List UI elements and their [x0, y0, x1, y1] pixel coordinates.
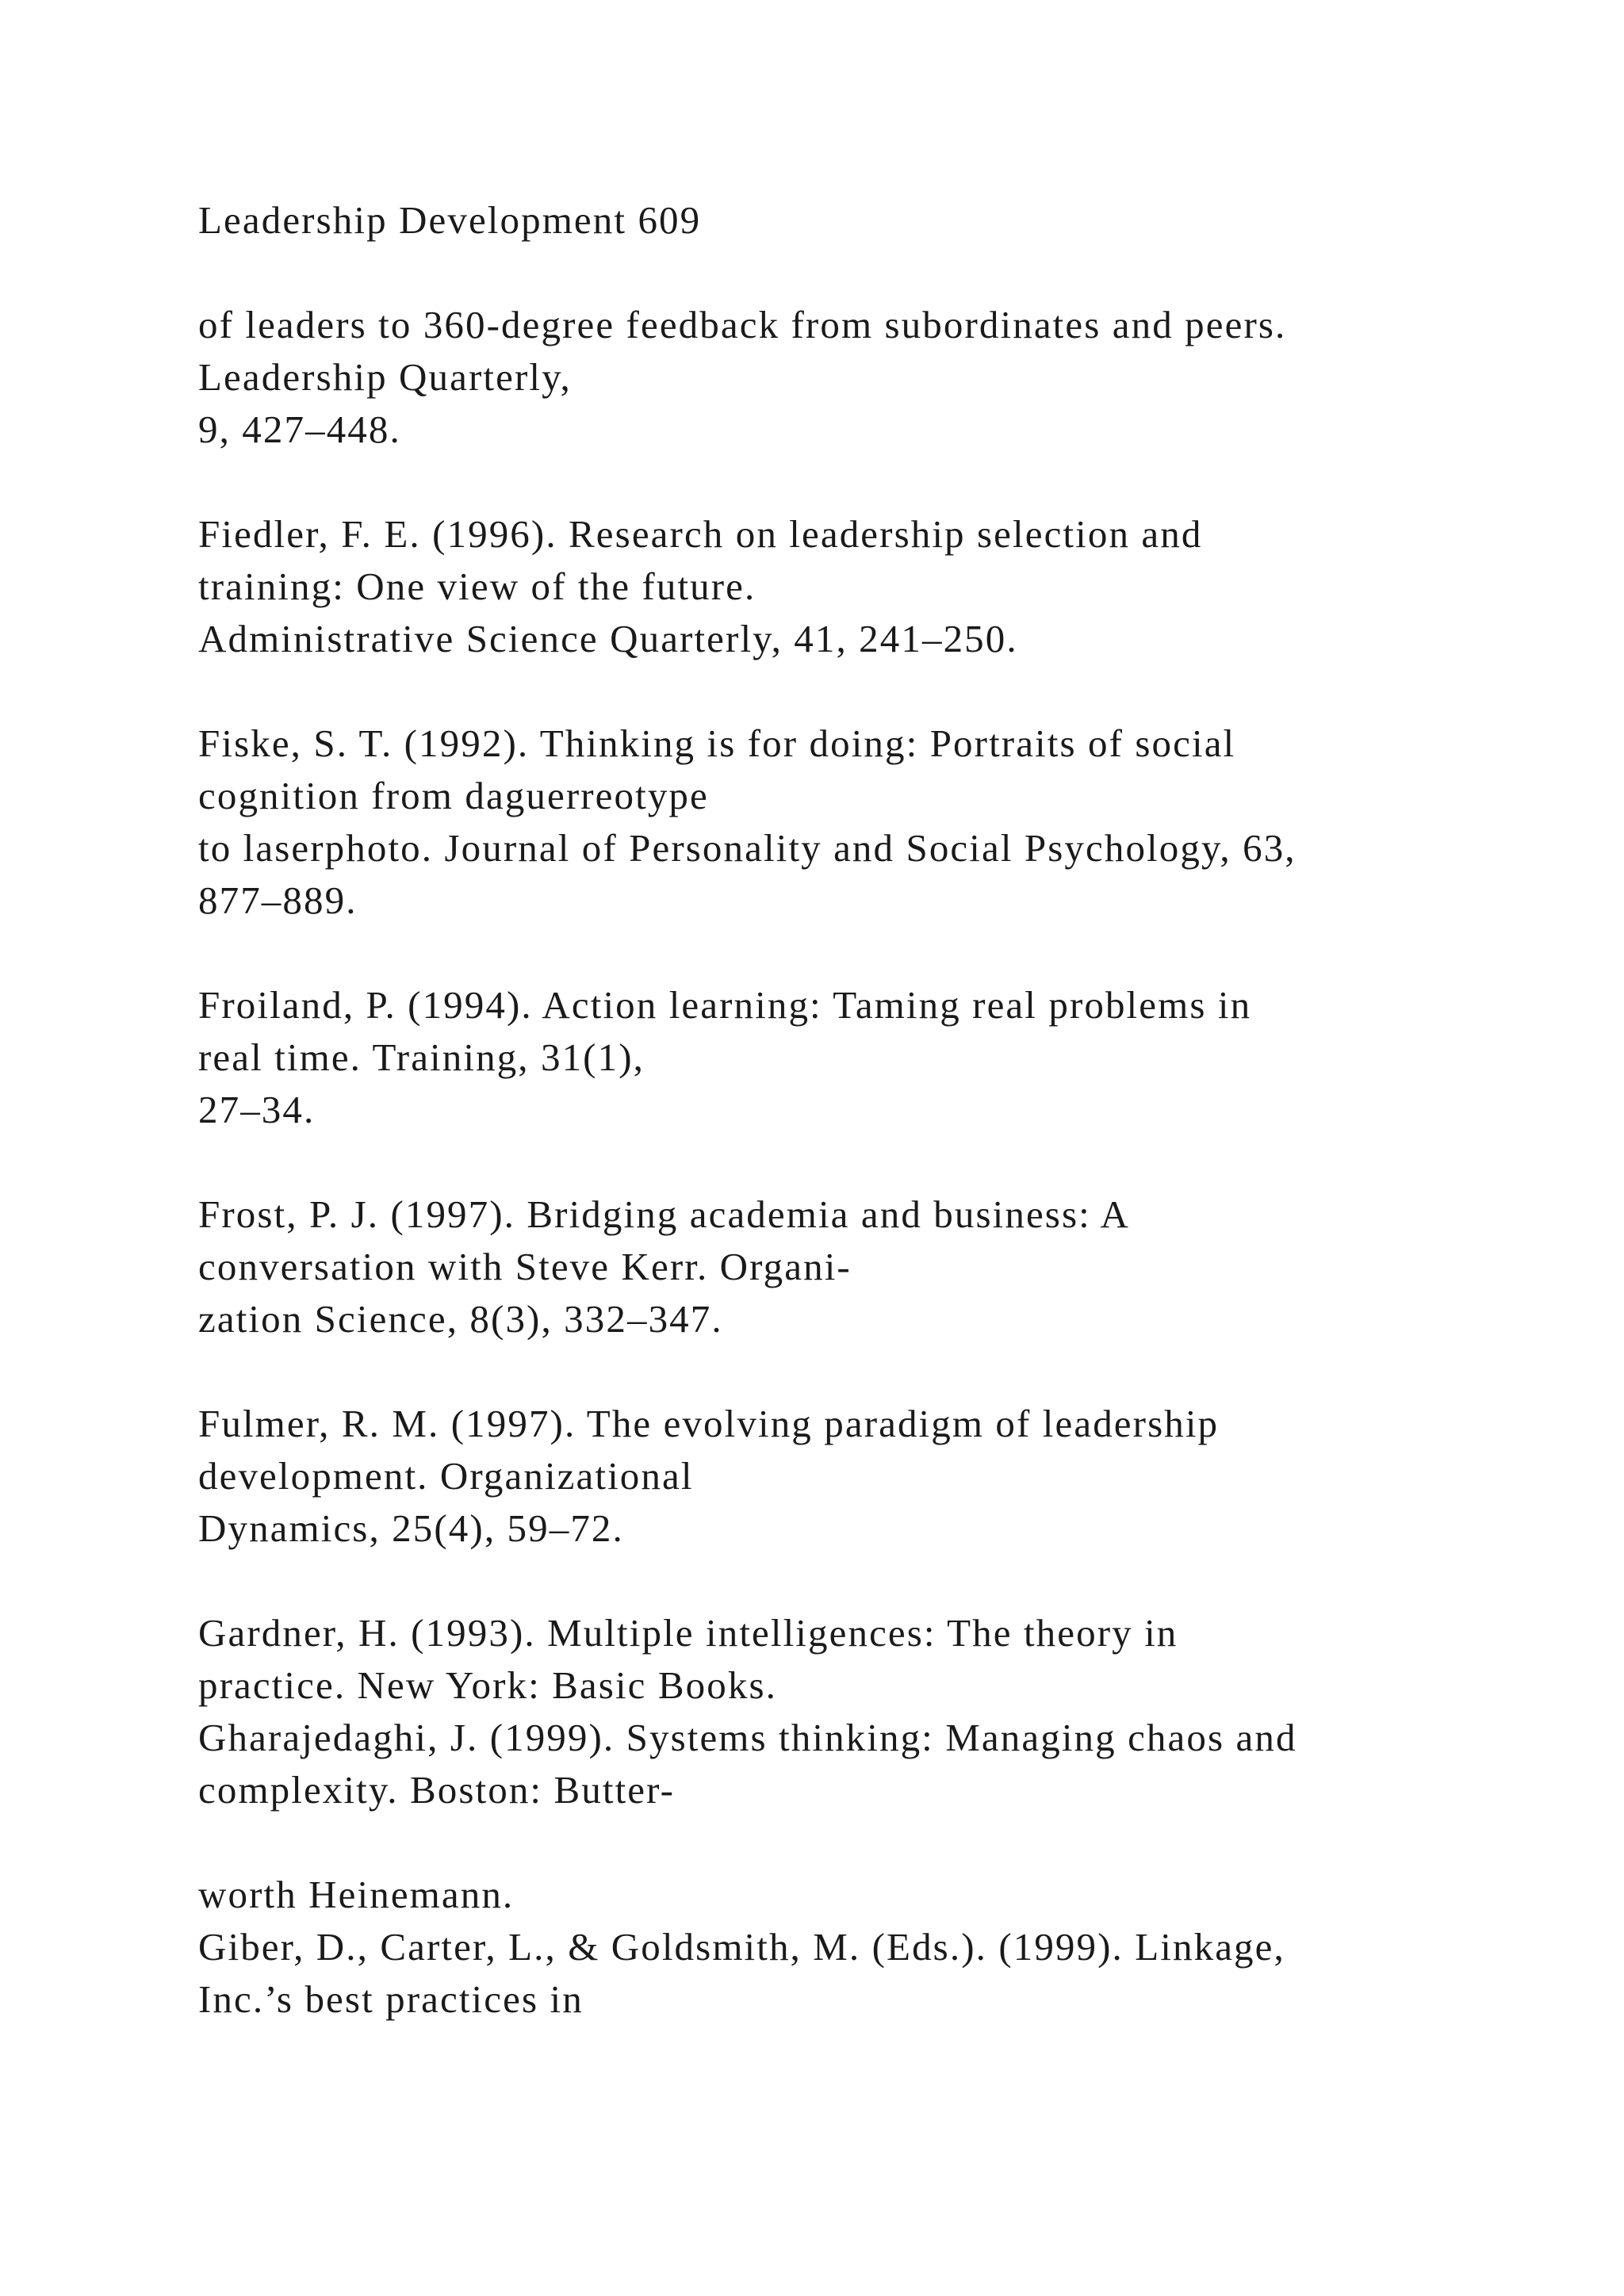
reference-line: development. Organizational	[198, 1454, 694, 1498]
reference-line: 9, 427–448.	[198, 408, 401, 451]
reference-entry	[198, 979, 1546, 1136]
reference-line: complexity. Boston: Butter-	[198, 1768, 676, 1812]
reference-entry	[198, 1398, 1546, 1555]
reference-line: Inc.’s best practices in	[198, 1977, 584, 2021]
reference-entry	[198, 299, 1546, 456]
running-header: Leadership Development 609	[198, 198, 702, 242]
reference-line: zation Science, 8(3), 332–347.	[198, 1297, 723, 1341]
reference-entry	[198, 1869, 1546, 2026]
reference-line: Fiedler, F. E. (1996). Research on leadership selection and	[198, 512, 1203, 556]
reference-line: Leadership Quarterly,	[198, 355, 572, 399]
reference-line: to laserphoto. Journal of Personality and Social Psychology, 63,	[198, 826, 1297, 870]
reference-line: 877–889.	[198, 878, 358, 922]
reference-line: conversation with Steve Kerr. Organi-	[198, 1245, 852, 1288]
paragraph-gap	[198, 456, 1546, 508]
reference-line: cognition from daguerreotype	[198, 774, 709, 817]
reference-line: Giber, D., Carter, L., & Goldsmith, M. (Eds.). (1999). Linkage,	[198, 1925, 1285, 1969]
reference-line: of leaders to 360-degree feedback from subordinates and peers.	[198, 303, 1287, 346]
reference-line: Fulmer, R. M. (1997). The evolving paradigm of leadership	[198, 1402, 1220, 1445]
paragraph-gap	[198, 1136, 1546, 1188]
reference-entry	[198, 1188, 1546, 1345]
reference-line: training: One view of the future.	[198, 564, 756, 608]
reference-line: 27–34.	[198, 1088, 316, 1131]
reference-line: Froiland, P. (1994). Action learning: Taming real problems in	[198, 983, 1252, 1027]
reference-line: real time. Training, 31(1),	[198, 1035, 645, 1079]
reference-entry	[198, 718, 1546, 927]
paragraph-gap	[198, 1555, 1546, 1607]
paragraph-gap	[198, 1816, 1546, 1869]
reference-line: Gharajedaghi, J. (1999). Systems thinking: Managing chaos and	[198, 1716, 1297, 1759]
paragraph-gap	[198, 665, 1546, 718]
reference-line: worth Heinemann.	[198, 1873, 515, 1916]
reference-line: Frost, P. J. (1997). Bridging academia and business: A	[198, 1192, 1130, 1236]
paragraph-gap	[198, 1345, 1546, 1398]
reference-entry	[198, 508, 1546, 665]
reference-line: Fiske, S. T. (1992). Thinking is for doing: Portraits of social	[198, 721, 1236, 765]
reference-entry	[198, 1607, 1546, 1816]
reference-line: practice. New York: Basic Books.	[198, 1663, 777, 1707]
reference-line: Administrative Science Quarterly, 41, 241–250.	[198, 617, 1018, 660]
reference-line: Gardner, H. (1993). Multiple intelligences: The theory in	[198, 1611, 1178, 1655]
reference-line: Dynamics, 25(4), 59–72.	[198, 1506, 624, 1550]
document-body	[198, 194, 1546, 2026]
paragraph-gap	[198, 927, 1546, 979]
paragraph-gap	[198, 247, 1546, 299]
